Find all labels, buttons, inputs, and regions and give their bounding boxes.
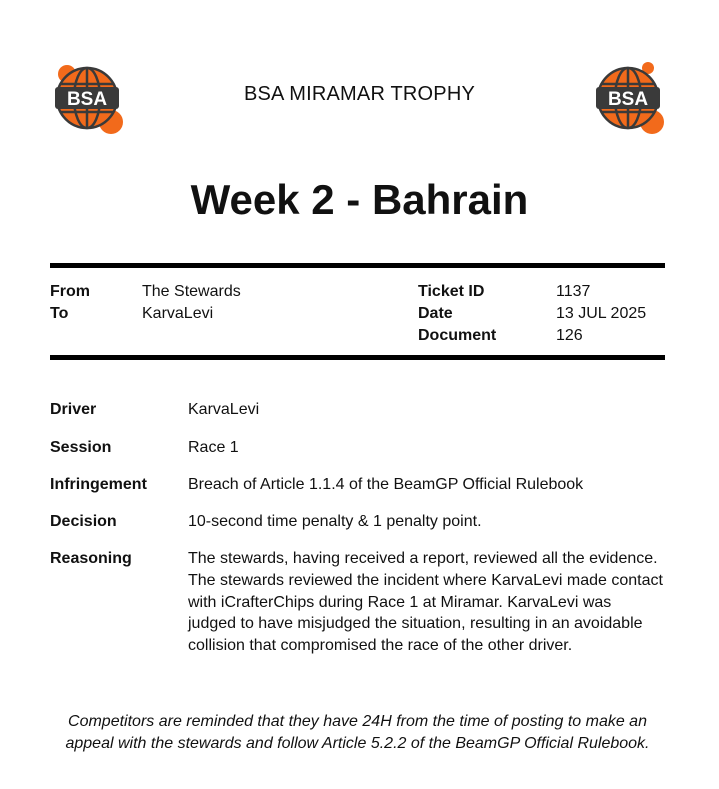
from-label: From (50, 283, 90, 300)
from-value: The Stewards (142, 283, 241, 300)
event-name: BSA MIRAMAR TROPHY (243, 83, 476, 105)
top-divider (50, 263, 665, 268)
document-value: 126 (556, 327, 583, 344)
infringement-label: Infringement (50, 476, 147, 493)
driver-value: KarvaLevi (188, 401, 260, 418)
decision-value: 10-second time penalty & 1 penalty point. (188, 513, 482, 530)
to-value: KarvaLevi (142, 305, 214, 322)
session-label: Session (50, 439, 112, 456)
driver-label: Driver (50, 401, 97, 418)
reasoning-value: The stewards, having received a report, reviewed all the evidence. The stewards reviewed the incident where KarvaLevi made contact with iCrafterChips during Race 1 at Miramar. KarvaLevi was judged to have misjudged the situation, resulting in an avoidable collision that compromised the race of the other driver. (188, 550, 663, 655)
session-value: Race 1 (188, 439, 239, 456)
ticket-id-label: Ticket ID (418, 283, 485, 300)
date-value: 13 JUL 2025 (556, 305, 647, 322)
date-label: Date (418, 305, 453, 322)
infringement-value: Breach of Article 1.1.4 of the BeamGP Official Rulebook (188, 476, 584, 493)
ticket-id-value: 1137 (556, 283, 591, 300)
reasoning-label: Reasoning (50, 550, 132, 567)
decision-label: Decision (50, 513, 117, 530)
bottom-divider (50, 355, 665, 360)
logo-text: BSA (607, 89, 649, 110)
document-label: Document (418, 327, 497, 344)
logo-text: BSA (66, 89, 108, 110)
appeal-notice: Competitors are reminded that they have 24H from the time of posting to make an appeal with the stewards and follow Article 5.2.2 of the BeamGP Official Rulebook. (65, 713, 650, 752)
page-title: Week 2 - Bahrain (190, 176, 529, 223)
to-label: To (50, 305, 69, 322)
